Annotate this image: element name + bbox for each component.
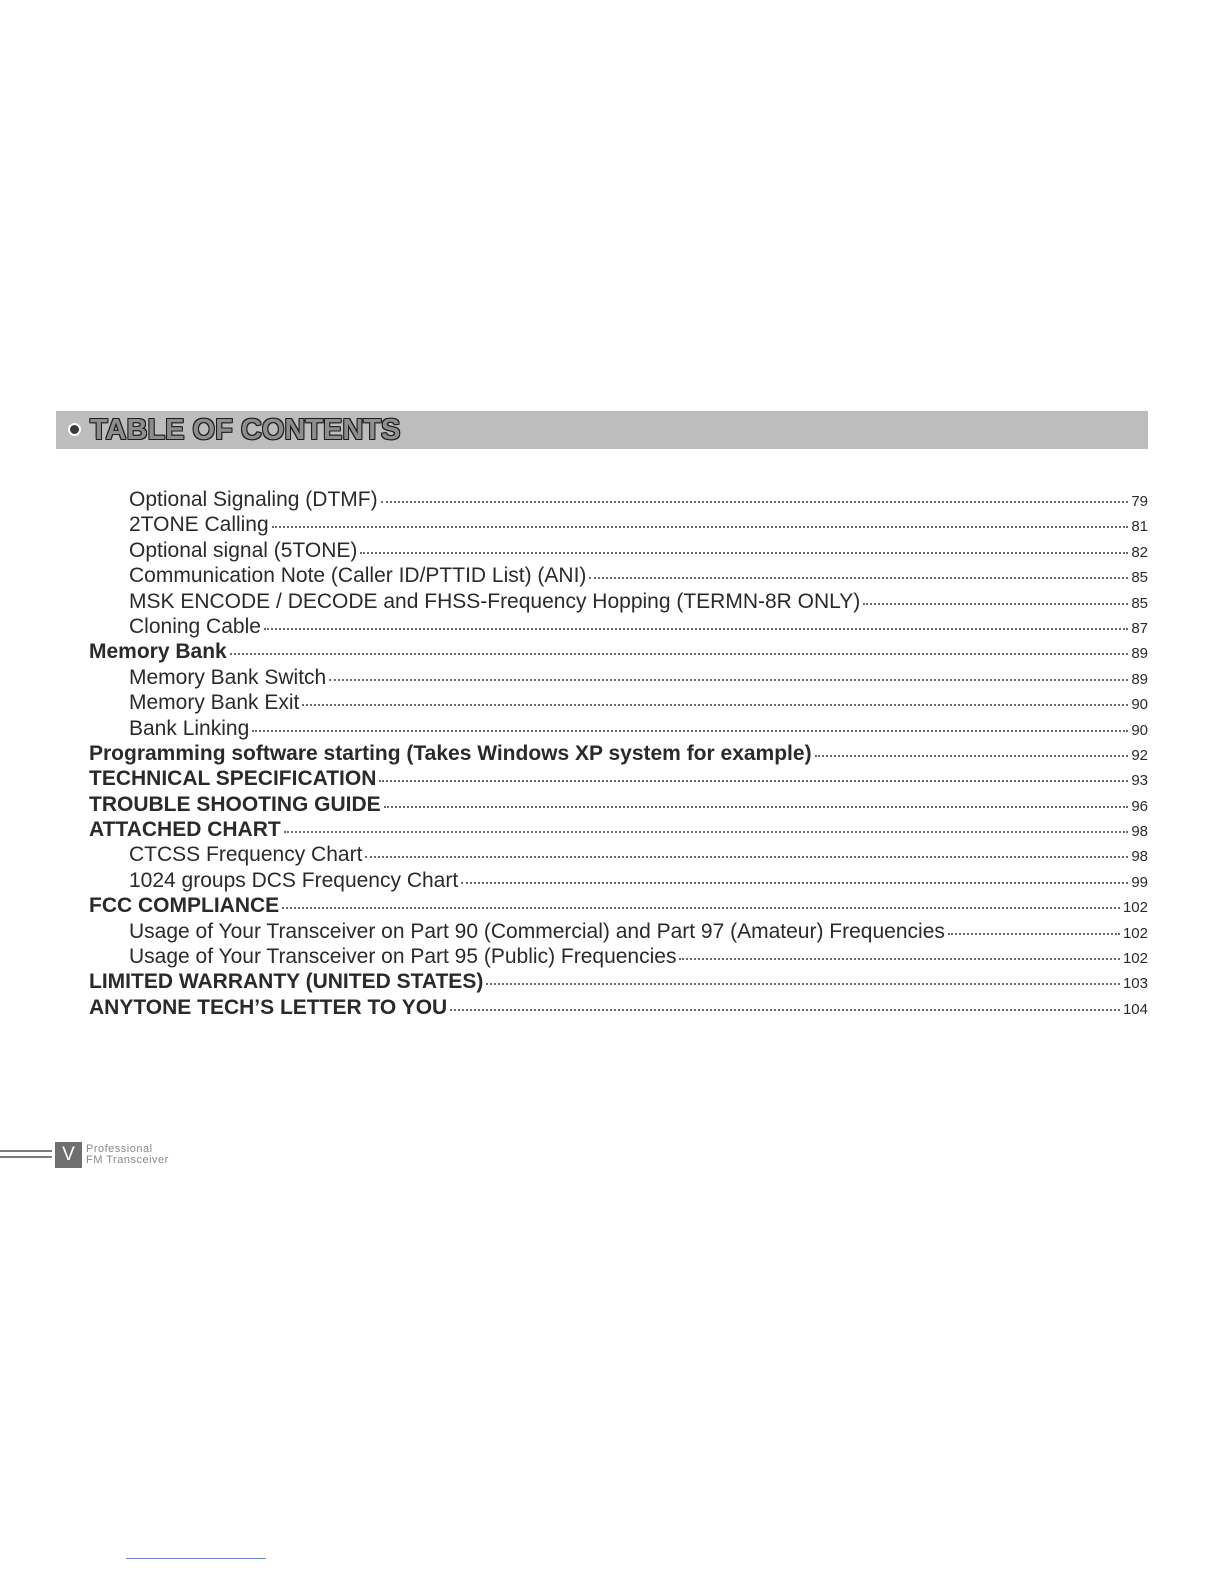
toc-entry-label: ANYTONE TECH’S LETTER TO YOU — [89, 995, 448, 1019]
dot-leader — [679, 958, 1120, 960]
footer-caption-line1: Professional — [86, 1143, 153, 1155]
toc-entry-label: Optional Signaling (DTMF) — [129, 488, 378, 511]
dot-leader — [252, 730, 1128, 732]
toc-entry[interactable] — [89, 741, 1148, 766]
toc-entry-label: Programming software starting (Takes Windows XP system for example) — [89, 741, 812, 765]
dot-leader — [948, 933, 1120, 935]
toc-entry-label: Optional signal (5TONE) — [129, 538, 358, 562]
dot-leader — [486, 983, 1120, 985]
toc-list — [89, 487, 1148, 1020]
toc-entry-page: 82 — [1131, 543, 1148, 561]
toc-entry-page: 98 — [1131, 823, 1148, 841]
toc-entry-page: 90 — [1131, 721, 1148, 739]
toc-entry-label: Usage of Your Transceiver on Part 90 (Commercial) and Part 97 (Amateur) Frequencies — [129, 919, 945, 943]
toc-entry-page: 90 — [1131, 696, 1148, 714]
footer-caption — [86, 1144, 169, 1166]
toc-entry-label: Bank Linking — [129, 716, 250, 740]
toc-entry-page: 89 — [1131, 645, 1148, 663]
toc-entry[interactable] — [89, 665, 1148, 690]
toc-entry[interactable] — [89, 614, 1148, 639]
toc-entry-page: 81 — [1131, 518, 1148, 536]
toc-entry-label: Cloning Cable — [129, 614, 261, 638]
toc-entry[interactable] — [89, 817, 1148, 842]
toc-entry-label: TROUBLE SHOOTING GUIDE — [89, 792, 381, 816]
toc-entry-page: 96 — [1131, 797, 1148, 815]
dot-leader — [272, 526, 1129, 528]
toc-entry-page: 87 — [1131, 619, 1148, 637]
toc-entry[interactable] — [89, 919, 1148, 944]
footer-rule-lines — [0, 1148, 52, 1162]
dot-leader — [450, 1009, 1120, 1011]
footer-rule-line — [0, 1150, 52, 1152]
toc-entry-page: 102 — [1122, 924, 1148, 942]
toc-entry-label: TECHNICAL SPECIFICATION — [89, 767, 377, 791]
toc-entry[interactable] — [89, 969, 1148, 994]
toc-entry-label: ATTACHED CHART — [89, 818, 281, 842]
footer-caption-line2: FM Transceiver — [86, 1154, 169, 1166]
toc-entry-label: Usage of Your Transceiver on Part 95 (Public) Frequencies — [129, 945, 677, 969]
toc-entry-page: 93 — [1131, 772, 1148, 790]
toc-entry[interactable] — [89, 944, 1148, 969]
toc-entry-page: 85 — [1131, 569, 1148, 587]
toc-entry-label: FCC COMPLIANCE — [89, 894, 280, 918]
toc-entry-page: 79 — [1131, 493, 1148, 510]
footer-page-number: V — [55, 1142, 82, 1168]
dot-leader — [230, 653, 1129, 655]
dot-leader — [815, 755, 1129, 757]
toc-entry-page: 85 — [1131, 594, 1148, 612]
toc-entry-label: 1024 groups DCS Frequency Chart — [129, 868, 459, 892]
dot-leader — [360, 552, 1128, 554]
dot-leader — [282, 907, 1120, 909]
toc-entry-label: 2TONE Calling — [129, 513, 269, 537]
page-title: TABLE OF CONTENTS — [90, 414, 401, 446]
dot-leader — [329, 679, 1128, 681]
toc-entry-label: MSK ENCODE / DECODE and FHSS-Frequency Hopping (TERMN-8R ONLY) — [129, 589, 861, 613]
toc-entry-label: LIMITED WARRANTY (UNITED STATES) — [89, 970, 484, 994]
toc-entry[interactable] — [89, 766, 1148, 791]
toc-entry[interactable] — [89, 563, 1148, 588]
toc-entry[interactable] — [89, 487, 1148, 512]
toc-entry[interactable] — [89, 639, 1148, 664]
toc-entry-page: 102 — [1122, 950, 1148, 968]
dot-leader — [365, 856, 1128, 858]
toc-entry-page: 102 — [1122, 899, 1148, 917]
toc-entry[interactable] — [89, 716, 1148, 741]
circle-bullet-icon — [68, 423, 81, 436]
toc-entry-label: Memory Bank — [89, 640, 227, 664]
dot-leader — [589, 577, 1128, 579]
dot-leader — [381, 501, 1129, 503]
toc-entry[interactable] — [89, 995, 1148, 1020]
toc-entry-label: Memory Bank Switch — [129, 665, 327, 689]
dot-leader — [461, 882, 1128, 884]
toc-entry-page: 98 — [1131, 848, 1148, 866]
dot-leader — [863, 603, 1128, 605]
toc-entry[interactable] — [89, 690, 1148, 715]
toc-entry[interactable] — [89, 842, 1148, 867]
toc-entry-page: 99 — [1131, 873, 1148, 891]
dot-leader — [302, 704, 1128, 706]
toc-entry[interactable] — [89, 868, 1148, 893]
toc-entry[interactable] — [89, 538, 1148, 563]
dot-leader — [379, 780, 1128, 782]
footer-rule-line — [0, 1156, 52, 1158]
toc-entry-page: 103 — [1122, 975, 1148, 993]
toc-entry[interactable] — [89, 589, 1148, 614]
toc-header-bar — [56, 411, 1148, 449]
dot-leader — [384, 806, 1129, 808]
toc-entry-page: 92 — [1131, 746, 1148, 764]
toc-entry-page: 104 — [1122, 1000, 1148, 1018]
toc-entry[interactable] — [89, 792, 1148, 817]
toc-entry-label: Communication Note (Caller ID/PTTID List) (ANI) — [129, 564, 587, 588]
toc-entry[interactable] — [89, 512, 1148, 537]
bottom-link-underline — [126, 1558, 266, 1559]
toc-entry[interactable] — [89, 893, 1148, 918]
toc-entry-label: Memory Bank Exit — [129, 691, 300, 715]
toc-entry-label: CTCSS Frequency Chart — [129, 843, 363, 867]
toc-entry-page: 89 — [1131, 670, 1148, 688]
dot-leader — [264, 628, 1128, 630]
dot-leader — [284, 831, 1129, 833]
